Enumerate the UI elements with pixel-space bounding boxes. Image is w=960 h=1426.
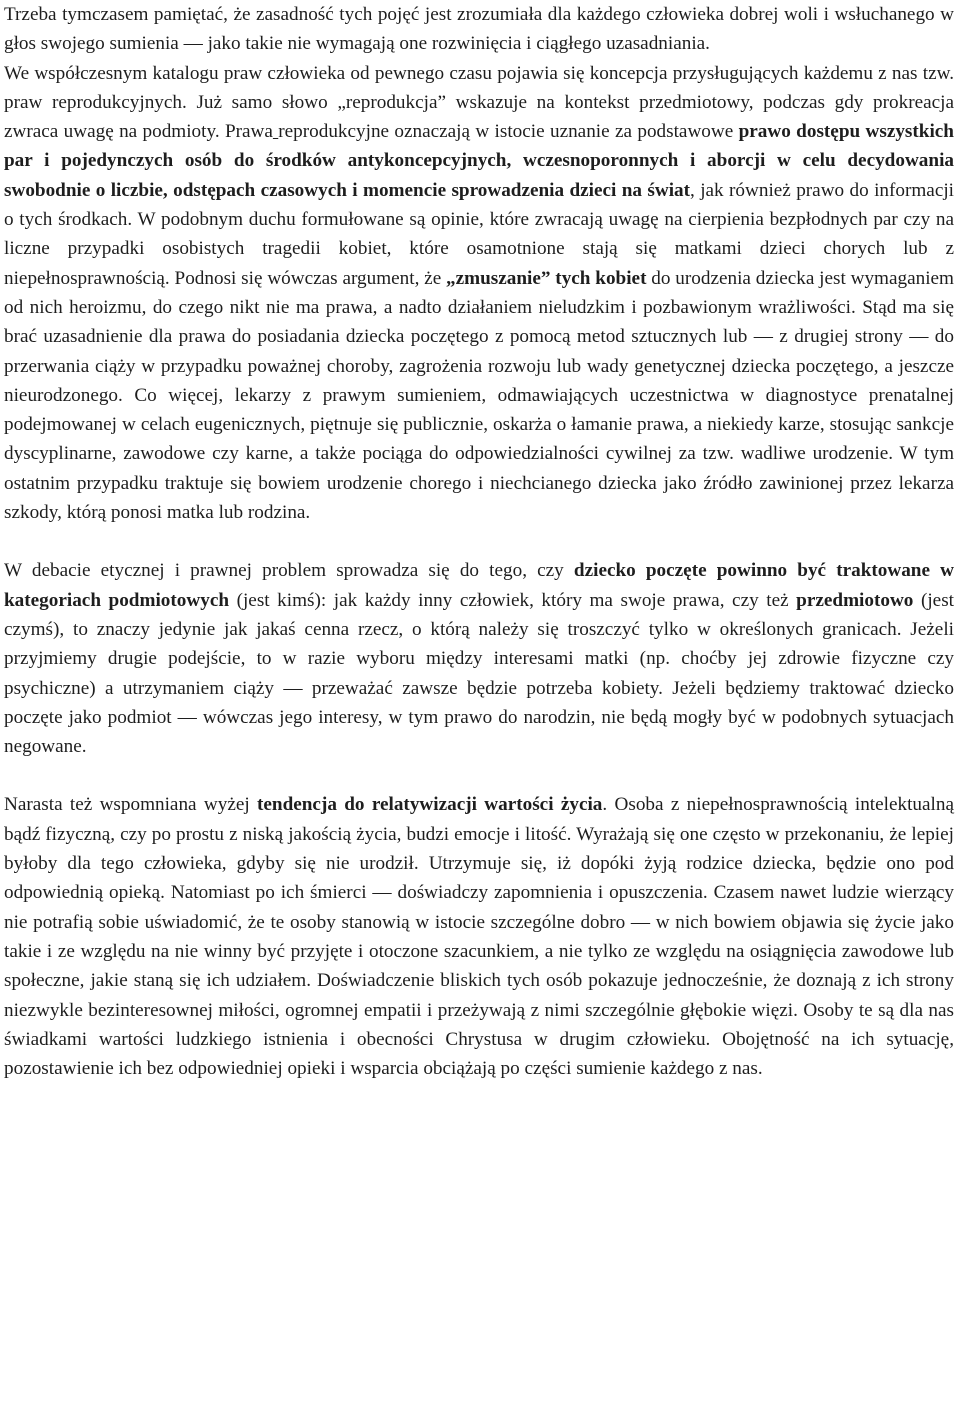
text-run: We współczesnym katalogu praw człowieka od pewnego czasu pojawia się koncepcja przysługujących każdemu z nas tzw. praw reprodukcyjnych. Już samo słowo „reprodukcja” wskazuje na kontekst przedmiotowy, podczas gdy prokreacja zwraca uwagę na podmioty. Prawa bbox=[4, 62, 954, 143]
text-run: , jak również prawo do informacji o tych środkach. W podobnym duchu formułowane są opinie, które zwracają uwagę na cierpienia bezpłodnych par czy na liczne przypadki osobistych tragedii kobiet, które osamotnione stają się matkami dzieci chorych lub z niepełnosprawnością. Podnosi się wówczas argument, że bbox=[4, 179, 954, 289]
paragraph bbox=[4, 59, 954, 528]
text-run: . Osoba z niepełnosprawnością intelektualną bądź fizyczną, czy po prostu z niską jakością życia, budzi emocje i litość. Wyrażają się one często w przekonaniu, że lepiej byłoby dla tego człowieka, gdyby się nie urodził. Utrzymuje się, iż dopóki żyją rodzice dziecka, będzie ono pod odpowiednią opieką. Natomiast po ich śmierci — doświadczy zapomnienia i opuszczenia. Czasem nawet ludzie wierzący nie potrafią sobie uświadomić, że te osoby stanowią w istocie szczególne dobro — w nich bowiem objawia się życie jako takie i ze względu na nie winny być przyjęte i otoczone szacunkiem, a nie tylko ze względu na osiągnięcia zawodowe lub społeczne, jakie staną się ich udziałem. Doświadczenie bliskich tych osób pokazuje jednocześnie, że doznają z ich strony niezwykle bezinteresownej miłości, ogromnej empatii i przeżywają z nimi szczególnie głębokie więzi. Osoby te są dla nas świadkami wartości ludzkiego istnienia i obecności Chrystusa w drugim człowieku. Obojętność na ich sytuację, pozostawienie ich bez odpowiedniej opieki i wsparcia obciążają po części sumienie każdego z nas. bbox=[4, 794, 954, 1080]
bold-text: przedmiotowo bbox=[796, 589, 914, 611]
bold-text: tendencja do relatywizacji wartości życia bbox=[257, 794, 603, 816]
paragraph bbox=[4, 556, 954, 761]
paragraph bbox=[4, 790, 954, 1083]
bold-text: prawo dostępu wszystkich par i pojedynczych osób do środków antykoncepcyjnych, wczesnoporonnych i aborcji w celu decydowania swobodnie o liczbie, odstępach czasowych i momencie sprowadzenia dzieci na świat bbox=[4, 121, 954, 201]
paragraph bbox=[4, 0, 954, 59]
text-run: Narasta też wspomniana wyżej bbox=[4, 794, 257, 816]
bold-text: „zmuszanie” tych kobiet bbox=[446, 267, 647, 289]
text-run: Trzeba tymczasem pamiętać, że zasadność tych pojęć jest zrozumiała dla każdego człowieka dobrej woli i wsłuchanego w głos swojego sumienia — jako takie nie wymagają one rozwinięcia i ciągłego uzasadniania. bbox=[4, 4, 954, 55]
bold-text: dziecko poczęte powinno być traktowane w kategoriach podmiotowych bbox=[4, 560, 954, 611]
text-run: (jest czymś), to znaczy jedynie jak jakaś cenna rzecz, o którą należy się troszczyć tylko w określonych granicach. Jeżeli przyjmiemy drugie podejście, to w razie wyboru między interesami matki (np. choćby jej zdrowie fizyczne czy psychiczne) a utrzymaniem ciąży — przeważać zawsze będzie potrzeba kobiety. Jeżeli będziemy traktować dziecko poczęte jako podmiot — wówczas jego interesy, w tym prawo do narodzin, nie będą mogły być w podobnych sytuacjach negowane. bbox=[4, 589, 955, 758]
text-run: (jest kimś): jak każdy inny człowiek, który ma swoje prawa, czy też bbox=[229, 589, 797, 611]
text-run: reprodukcyjne oznaczają w istocie uznanie za podstawowe bbox=[278, 121, 739, 143]
text-run: do urodzenia dziecka jest wymaganiem od nich heroizmu, do czego nikt nie ma prawa, a nadto działaniem nieludzkim i pozbawionym wrażliwości. Stąd ma się brać uzasadnienie dla prawa do posiadania dziecka poczętego z pomocą metod sztucznych lub — z drugiej strony — do przerwania ciąży w przypadku poważnej choroby, zagrożenia rozwoju lub wady genetycznej dziecka poczętego, a jeszcze nieurodzonego. Co więcej, lekarzy z prawym sumieniem, odmawiających uczestnictwa w diagnostyce prenatalnej podejmowanej w celach eugenicznych, piętnuje się publicznie, oskarża o łamanie prawa, a niekiedy karze, stosując sankcje dyscyplinarne, zawodowe czy karne, a także pociąga do odpowiedzialności cywilnej za tzw. wadliwe urodzenie. W tym ostatnim przypadku traktuje się bowiem urodzenie chorego i niechcianego dziecka jako źródło zawinionej przez lekarza szkody, którą ponosi matka lub rodzina. bbox=[4, 267, 954, 524]
text-run: W debacie etycznej i prawnej problem sprowadza się do tego, czy bbox=[4, 560, 574, 582]
